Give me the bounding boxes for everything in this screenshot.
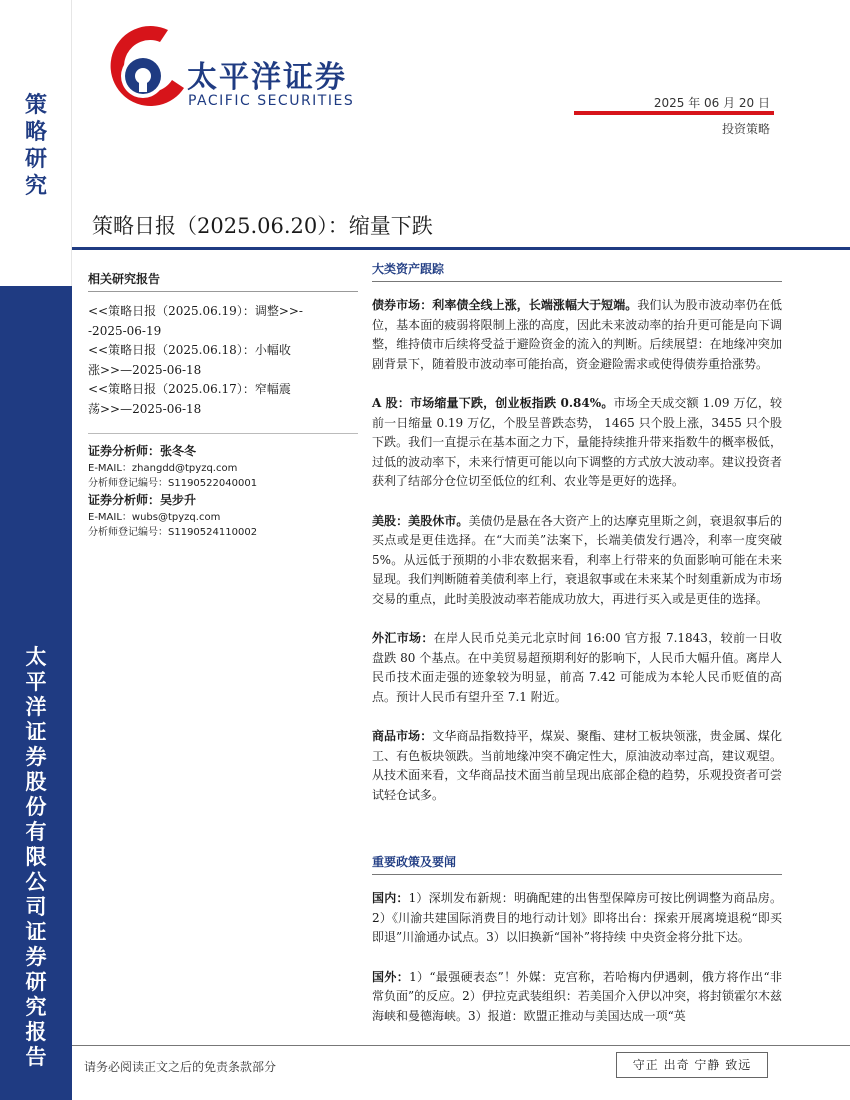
related-report-line[interactable]: 荡>>—2025-06-18	[88, 401, 202, 416]
related-report-line[interactable]: -2025-06-19	[88, 323, 162, 338]
related-report-line[interactable]: <<策略日报（2025.06.17）：窄幅震	[88, 382, 291, 396]
page-title: 策略日报（2025.06.20）：缩量下跌	[92, 214, 433, 238]
sidebar-company-text: 太平洋证券股份有限公司证券研究报告	[25, 644, 47, 1069]
analyst-registration: 分析师登记编号：S1190522040001	[88, 478, 258, 489]
main-content	[372, 260, 782, 1046]
sidebar	[0, 0, 72, 1100]
paragraph-body: 1）“最强硬表态”！外媒：克宫称，若哈梅内伊遇刺，俄方将作出“非常负面”的反应。2）伊拉克武装组织：若美国介入伊以冲突，将封锁霍尔木兹海峡和曼德海峡。3）报道：欧盟正推动与美国达成一项“英	[372, 969, 782, 1023]
brand-name-en: PACIFIC SECURITIES	[188, 93, 355, 109]
brand-name-cn: 太平洋证券	[187, 60, 347, 95]
sidebar-top	[0, 0, 72, 286]
paragraph-body: 1）深圳发布新规：明确配建的出售型保障房可按比例调整为商品房。2）《川渝共建国际消费目的地行动计划》即将出台：探索开展离境退税“即买即退”川渝通办试点。3）以旧换新“国补”将持续 中央资金将分批下达。	[372, 891, 782, 944]
section-heading-policy: 重要政策及要闻	[372, 853, 782, 875]
analyst-name: 证券分析师：吴步升	[88, 493, 197, 507]
paragraph-body: 市场全天成交额 1.09 万亿，较前一日缩量 0.19 万亿，个股呈普跌态势， 1465 只个股上涨，3455 只个股下跌。我们一直提示在基本面之力下，量能持续推升带来指数牛的概率极低，过低的波动率下，未来行情更可能以向下调整的方式放大波动率。建议投资者获利了结部分仓位切至低位的红利、农业等是更好的选择。	[372, 396, 783, 488]
paragraph-lead: 美股：美股休市。	[372, 513, 469, 528]
related-report-line[interactable]: <<策略日报（2025.06.18）：小幅收	[88, 343, 291, 357]
analyst-block	[88, 433, 358, 540]
paragraph-lead: 国内：	[372, 891, 409, 905]
section-gap	[372, 825, 782, 853]
paragraph-lead: 商品市场：	[372, 729, 433, 743]
paragraph-bond	[372, 296, 782, 374]
footer-disclaimer[interactable]: 请务必阅读正文之后的免责条款部分	[84, 1060, 277, 1074]
analyst-email[interactable]: E-MAIL：wubs@tpyzq.com	[88, 512, 221, 523]
paragraph-commodity	[372, 727, 782, 805]
paragraph-fx	[372, 629, 782, 707]
analyst-registration: 分析师登记编号：S1190524110002	[88, 527, 258, 538]
paragraph-body: 文华商品指数持平，煤炭、聚酯、建材工板块领涨，贵金属、煤化工、有色板块领跌。当前地缘冲突不确定性大，原油波动率过高，建议观望。从技术面来看，文华商品技术面当前呈现出底部企稳的趋势，乐观投资者可尝试轻仓试多。	[372, 729, 782, 802]
paragraph-lead: 债券市场：利率债全线上涨，长端涨幅大于短端。	[372, 298, 638, 312]
footer-motto: 守正 出奇 宁静 致远	[616, 1052, 768, 1078]
sidebar-bottom	[0, 286, 72, 1100]
paragraph-foreign	[372, 968, 782, 1027]
analyst-email[interactable]: E-MAIL：zhangdd@tpyzq.com	[88, 463, 238, 474]
paragraph-body: 在岸人民币兑美元北京时间 16:00 官方报 7.1843，较前一日收盘跌 80 个基点。在中美贸易超预期利好的影响下，人民币大幅升值。离岸人民币技术面走强的迹象较为明显，前高 7.42 可能成为本轮人民币贬值的高点。预计人民币有望升至 7.1 附近。	[372, 631, 782, 704]
paragraph-domestic	[372, 889, 782, 948]
related-report-line[interactable]: 涨>>—2025-06-18	[88, 362, 202, 377]
header-red-bar	[574, 111, 774, 115]
paragraph-lead: 外汇市场：	[372, 631, 434, 645]
title-divider	[72, 247, 850, 250]
paragraph-body: 美债仍是悬在各大资产上的达摩克里斯之剑，衰退叙事后的买点或是更佳选择。在“大而美”法案下，长端美债发行遇冷，利率一度突破 5%。从远低于预期的小非农数据来看，利率上行带来的负面影响可能在未来显现。我们判断随着美债利率上行，衰退叙事或在未来某个时刻重新成为市场交易的重点，此时美股波动率若能成功放大，再进行买入或是更佳的选择。	[372, 513, 782, 606]
related-reports-heading: 相关研究报告	[88, 270, 358, 292]
sidebar-category-text: 策略研究	[24, 92, 47, 199]
analyst-name: 证券分析师：张冬冬	[88, 444, 197, 458]
paragraph-lead: A 股：市场缩量下跌，创业板指跌 0.84%。	[372, 396, 614, 410]
paragraph-ashare	[372, 394, 782, 492]
paragraph-lead: 国外：	[372, 969, 410, 984]
related-report-line[interactable]: <<策略日报（2025.06.19）：调整>>-	[88, 304, 303, 318]
left-column	[88, 270, 358, 540]
paragraph-us	[372, 512, 782, 610]
paragraph-body: 我们认为股市波动率仍在低位，基本面的疲弱将限制上涨的高度，因此未来波动率的抬升更可能是向下调整，维持债市后续将受益于避险资金的流入的判断。后续展望：在地缘冲突加剧背景下，随着股市波动率可能抬高，资金避险需求或使得债券重拾涨势。	[372, 298, 782, 371]
report-category: 投资策略	[721, 122, 770, 136]
section-heading-assets: 大类资产跟踪	[372, 260, 782, 282]
footer-divider	[72, 1045, 850, 1046]
report-date: 2025 年 06 月 20 日	[653, 96, 770, 110]
